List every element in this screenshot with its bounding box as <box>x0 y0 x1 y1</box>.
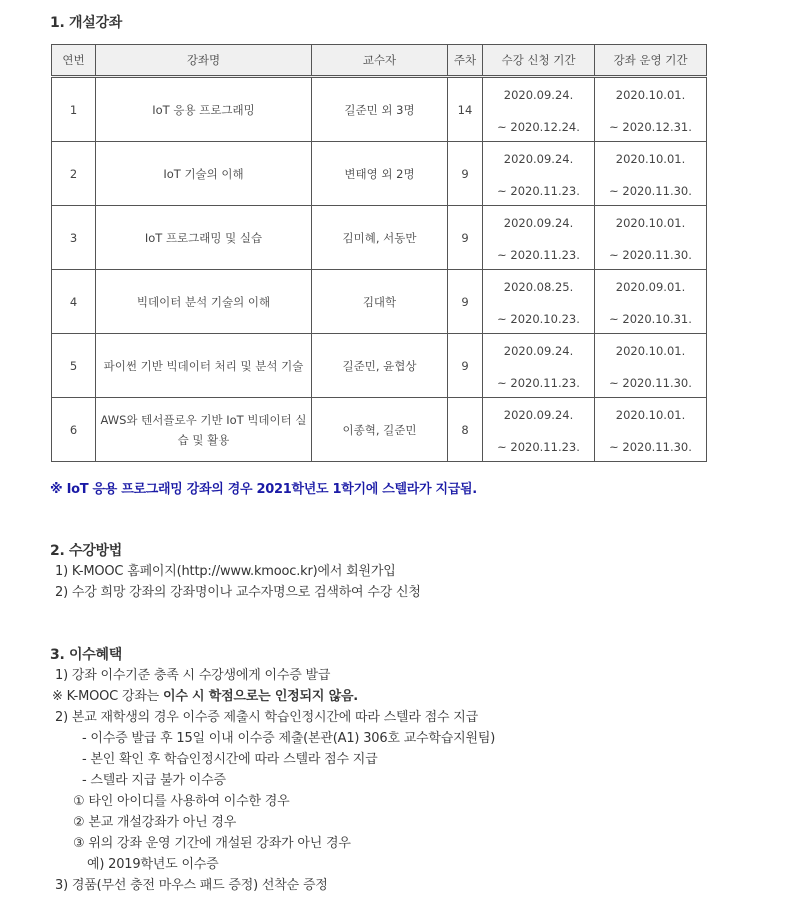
header-professor: 교수자 <box>312 45 448 77</box>
cell-course-name: IoT 기술의 이해 <box>96 142 312 206</box>
section3-title: 3. 이수혜택 <box>50 647 122 663</box>
benefit-sub-3: - 스텔라 지급 불가 이수증 <box>82 773 226 788</box>
cell-course-name: IoT 프로그래밍 및 실습 <box>96 206 312 270</box>
cell-no: 5 <box>52 334 96 398</box>
table-header-row <box>52 45 707 77</box>
credit-note-bold: 이수 시 학점으로는 인정되지 않음. <box>162 689 359 704</box>
cell-no: 1 <box>52 77 96 142</box>
cell-no: 6 <box>52 398 96 462</box>
benefit-sub-1: - 이수증 발급 후 15일 이내 이수증 제출(본관(A1) 306호 교수학습지원팀) <box>82 731 496 746</box>
table-row <box>52 398 707 462</box>
cell-no: 4 <box>52 270 96 334</box>
run-start: 2020.10.01. <box>615 88 686 102</box>
exclusion-example: 예) 2019학년도 이수증 <box>87 857 219 872</box>
cell-weeks: 9 <box>448 270 483 334</box>
cell-no: 3 <box>52 206 96 270</box>
header-apply-period: 수강 신청 기간 <box>483 45 595 77</box>
section2-title: 2. 수강방법 <box>50 543 122 559</box>
cell-apply-period <box>483 77 595 142</box>
apply-start: 2020.09.24. <box>503 216 574 230</box>
apply-step: 2) 수강 희망 강좌의 강좌명이나 교수자명으로 검색하여 수강 신청 <box>55 585 421 600</box>
apply-end: ~ 2020.12.24. <box>497 120 580 134</box>
cell-apply-period <box>483 270 595 334</box>
apply-end: ~ 2020.11.23. <box>497 184 580 198</box>
header-course-name: 강좌명 <box>96 45 312 77</box>
run-end: ~ 2020.11.30. <box>609 184 692 198</box>
header-no: 연번 <box>52 45 96 77</box>
run-start: 2020.10.01. <box>615 344 686 358</box>
run-start: 2020.09.01. <box>615 280 686 294</box>
cell-run-period <box>595 270 707 334</box>
cell-professor: 김대학 <box>312 270 448 334</box>
cell-apply-period <box>483 334 595 398</box>
apply-start: 2020.09.24. <box>503 88 574 102</box>
cell-weeks: 14 <box>448 77 483 142</box>
apply-start: 2020.09.24. <box>503 152 574 166</box>
cell-weeks: 8 <box>448 398 483 462</box>
cell-run-period <box>595 334 707 398</box>
cell-professor: 길준민, 윤협상 <box>312 334 448 398</box>
benefit-sub-2: - 본인 확인 후 학습인정시간에 따라 스텔라 점수 지급 <box>82 752 378 767</box>
exclusion-1: ① 타인 아이디를 사용하여 이수한 경우 <box>73 794 290 809</box>
cell-weeks: 9 <box>448 334 483 398</box>
apply-end: ~ 2020.11.23. <box>497 248 580 262</box>
apply-start: 2020.09.24. <box>503 408 574 422</box>
table-row <box>52 142 707 206</box>
cell-course-name: 파이썬 기반 빅데이터 처리 및 분석 기술 <box>96 334 312 398</box>
run-end: ~ 2020.11.30. <box>609 440 692 454</box>
table-row <box>52 334 707 398</box>
table-row <box>52 77 707 142</box>
credit-note-prefix: ※ K-MOOC 강좌는 <box>52 689 163 704</box>
cell-run-period <box>595 77 707 142</box>
apply-end: ~ 2020.11.23. <box>497 376 580 390</box>
cell-course-name: 빅데이터 분석 기술의 이해 <box>96 270 312 334</box>
cell-weeks: 9 <box>448 142 483 206</box>
run-start: 2020.10.01. <box>615 216 686 230</box>
run-start: 2020.10.01. <box>615 152 686 166</box>
exclusion-2: ② 본교 개설강좌가 아닌 경우 <box>73 815 237 830</box>
apply-end: ~ 2020.11.23. <box>497 440 580 454</box>
cell-run-period <box>595 398 707 462</box>
header-run-period: 강좌 운영 기간 <box>595 45 707 77</box>
benefit-item-3: 3) 경품(무선 충전 마우스 패드 증정) 선착순 증정 <box>55 878 328 893</box>
cell-run-period <box>595 142 707 206</box>
cell-apply-period <box>483 398 595 462</box>
cell-apply-period <box>483 142 595 206</box>
header-weeks: 주차 <box>448 45 483 77</box>
exclusion-3: ③ 위의 강좌 운영 기간에 개설된 강좌가 아닌 경우 <box>73 836 351 851</box>
apply-start: 2020.08.25. <box>503 280 574 294</box>
run-end: ~ 2020.11.30. <box>609 248 692 262</box>
run-start: 2020.10.01. <box>615 408 686 422</box>
cell-professor: 길준민 외 3명 <box>312 77 448 142</box>
cell-professor: 변태영 외 2명 <box>312 142 448 206</box>
stella-note: ※ IoT 응용 프로그래밍 강좌의 경우 2021학년도 1학기에 스텔라가 지급됨. <box>50 482 477 497</box>
cell-course-name: IoT 응용 프로그래밍 <box>96 77 312 142</box>
signup-step: 1) K-MOOC 홈페이지(http://www.kmooc.kr)에서 회원가입 <box>55 564 396 579</box>
cell-apply-period <box>483 206 595 270</box>
apply-start: 2020.09.24. <box>503 344 574 358</box>
apply-end: ~ 2020.10.23. <box>497 312 580 326</box>
run-end: ~ 2020.12.31. <box>609 120 692 134</box>
cell-professor: 김미혜, 서동만 <box>312 206 448 270</box>
cell-course-name: AWS와 텐서플로우 기반 IoT 빅데이터 실습 및 활용 <box>96 398 312 462</box>
courses-table <box>51 44 707 462</box>
run-end: ~ 2020.10.31. <box>609 312 692 326</box>
credit-note <box>52 685 358 704</box>
run-end: ~ 2020.11.30. <box>609 376 692 390</box>
section1-title: 1. 개설강좌 <box>50 15 122 31</box>
cell-professor: 이종혁, 길준민 <box>312 398 448 462</box>
cell-weeks: 9 <box>448 206 483 270</box>
table-row <box>52 270 707 334</box>
cell-run-period <box>595 206 707 270</box>
benefit-item-2: 2) 본교 재학생의 경우 이수증 제출시 학습인정시간에 따라 스텔라 점수 지급 <box>55 710 479 725</box>
benefit-item-1: 1) 강좌 이수기준 충족 시 수강생에게 이수증 발급 <box>55 668 331 683</box>
table-row <box>52 206 707 270</box>
cell-no: 2 <box>52 142 96 206</box>
